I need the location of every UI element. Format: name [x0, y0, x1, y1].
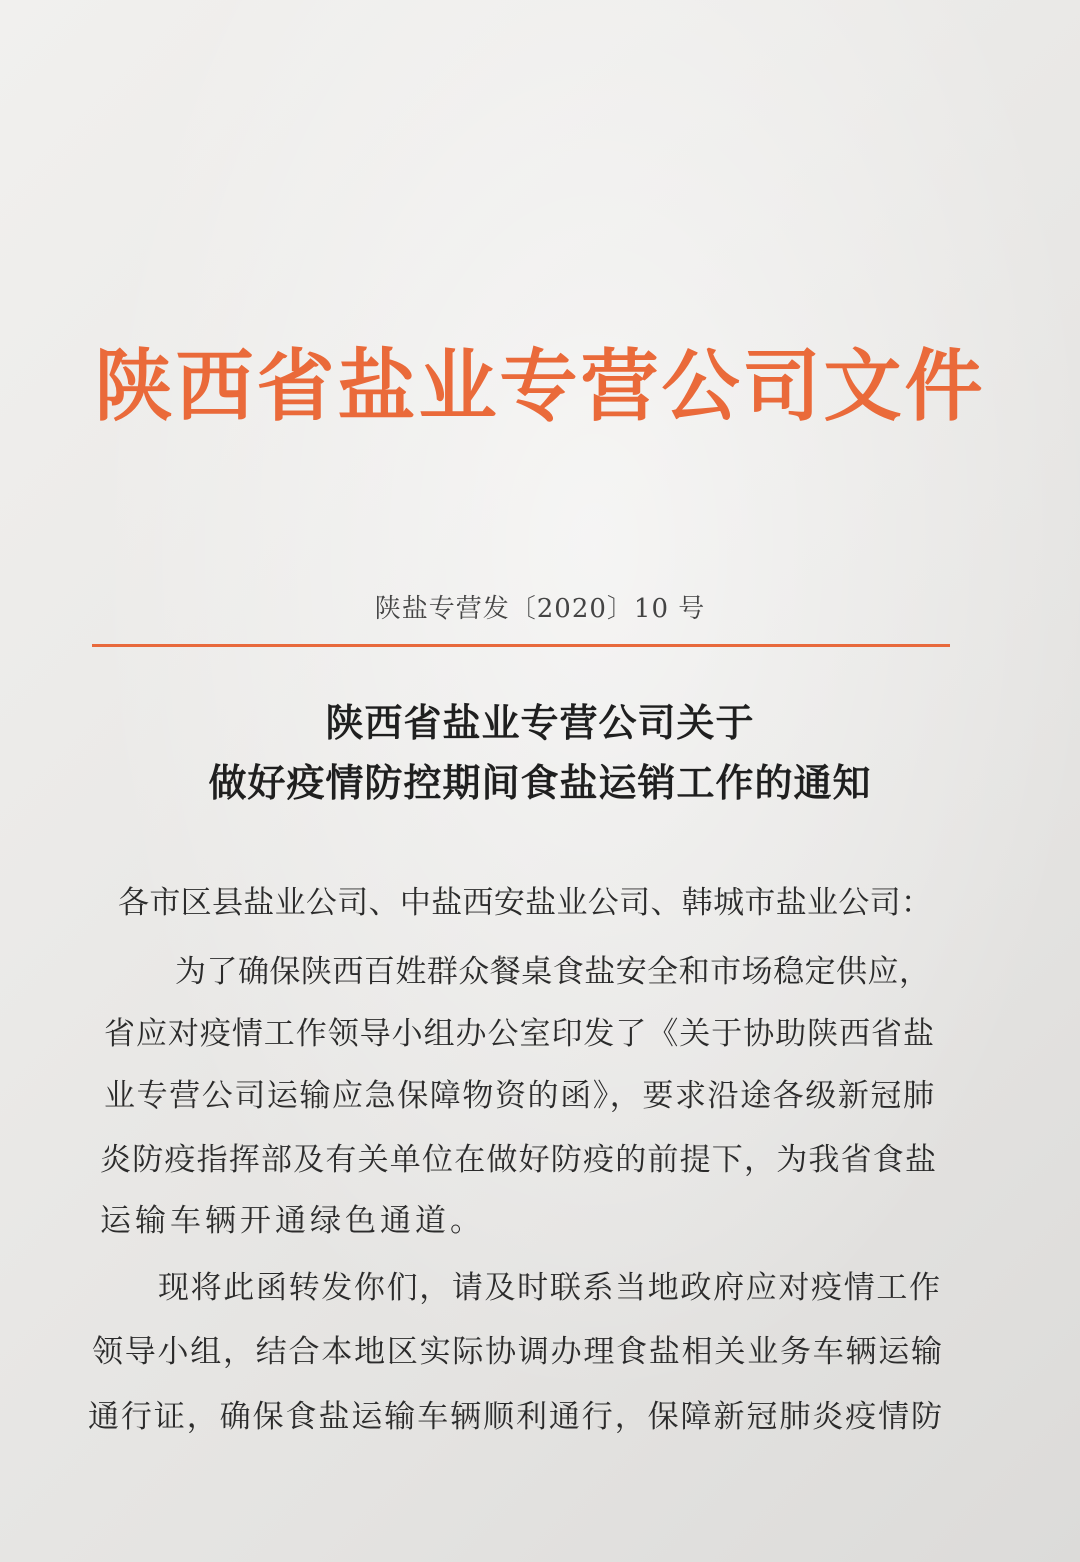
paragraph-1-line-2: 省应对疫情工作领导小组办公室印发了《关于协助陕西省盐 [104, 1016, 934, 1052]
paragraph-1-line-5: 运输车辆开通绿色通道。 [100, 1203, 485, 1239]
paragraph-1-line-4: 炎防疫指挥部及有关单位在做好防疫的前提下，为我省食盐 [100, 1142, 936, 1178]
issuer-banner: 陕西省盐业专营公司文件 [94, 342, 986, 432]
document-title-line-2: 做好疫情防控期间食盐运销工作的通知 [208, 761, 872, 805]
addressee-line: 各市区县盐业公司、中盐西安盐业公司、韩城市盐业公司： [118, 885, 932, 921]
paragraph-2-line-3: 通行证，确保食盐运输车辆顺利通行，保障新冠肺炎疫情防 [88, 1399, 942, 1435]
paragraph-2-line-2: 领导小组，结合本地区实际协调办理食盐相关业务车辆运输 [92, 1334, 942, 1370]
red-divider-rule [92, 644, 950, 647]
paragraph-1-line-3: 业专营公司运输应急保障物资的函》，要求沿途各级新冠肺 [104, 1078, 934, 1114]
paragraph-1-line-1: 为了确保陕西百姓群众餐桌食盐安全和市场稳定供应， [175, 954, 930, 990]
document-title-line-1: 陕西省盐业专营公司关于 [325, 701, 755, 745]
paragraph-2-line-1: 现将此函转发你们，请及时联系当地政府应对疫情工作 [158, 1270, 940, 1306]
document-number: 陕盐专营发〔2020〕10 号 [374, 594, 706, 624]
